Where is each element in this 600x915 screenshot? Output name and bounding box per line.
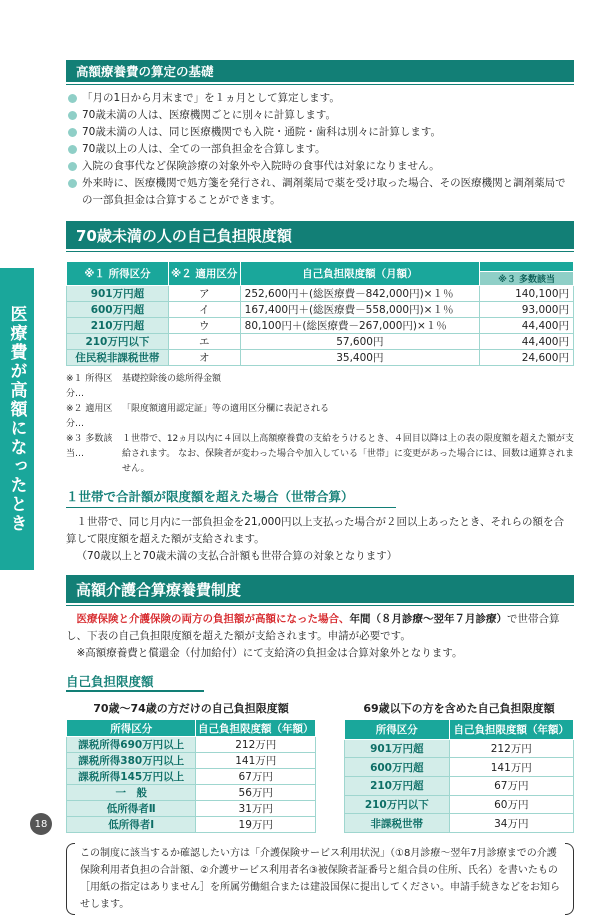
limit-cell: 141万円 — [196, 753, 316, 769]
limit-cell: 167,400円＋(総医療費－558,000円)×１％ — [240, 302, 479, 318]
limit-cell: 212万円 — [196, 737, 316, 753]
table-row — [67, 737, 316, 753]
income-cell: 課税所得690万円以上 — [67, 737, 196, 753]
multi-cell: 44,400円 — [480, 318, 574, 334]
page-number: 18 — [30, 813, 52, 835]
table-row — [67, 350, 574, 366]
basis-bullet-list — [66, 90, 574, 209]
under70-limit-table — [66, 261, 574, 366]
income-cell: 一 般 — [67, 785, 196, 801]
care-highlight-red: 医療保険と介護保険の両方の負担額が高額になった場合、 — [76, 613, 350, 625]
limit-cell: 56万円 — [196, 785, 316, 801]
care-highlight-period: 年間（８月診療～翌年７月診療） — [349, 613, 507, 625]
table-row — [67, 302, 574, 318]
section-title-household: １世帯で合計額が限度額を超えた場合（世帯合算） — [66, 487, 396, 508]
section-title-calc-basis: 高額療養費の算定の基礎 — [66, 60, 574, 82]
income-cell: 210万円超 — [345, 777, 450, 796]
limit-cell: 34万円 — [449, 814, 573, 833]
limit-cell: 252,600円＋(総医療費－842,000円)×１％ — [240, 286, 479, 302]
bullet-item: 70歳未満の人は、医療機関ごとに別々に計算します。 — [82, 107, 574, 124]
limit-cell: 67万円 — [196, 769, 316, 785]
limit-cell: 57,600円 — [240, 334, 479, 350]
limit-cell: 141万円 — [449, 758, 573, 777]
limit-cell: 67万円 — [449, 777, 573, 796]
table-row — [67, 785, 316, 801]
category-cell: オ — [168, 350, 240, 366]
side-tab-label: 医療費が高額になったとき — [6, 305, 27, 533]
household-text: １世帯で、同じ月内に一部負担金を21,000円以上支払った場合が２回以上あったとき、それらの額を合算して限度額を超えた額が支給されます。 — [66, 516, 565, 545]
multi-cell: 44,400円 — [480, 334, 574, 350]
limit-cell: 60万円 — [449, 795, 573, 814]
note-text: 「限度額適用認定証」等の適用区分欄に表記される — [122, 404, 330, 414]
bullet-item: 70歳未満の人は、同じ医療機関でも入院・通院・歯科は別々に計算します。 — [82, 124, 574, 141]
table-row — [67, 286, 574, 302]
bullet-item: 「月の1日から月末まで」を１ヵ月として算定します。 — [82, 90, 574, 107]
table-row — [345, 777, 574, 796]
limit-cell: 19万円 — [196, 817, 316, 833]
col-limit-header: 自己負担限度額（年額） — [449, 720, 573, 740]
col-limit-header: 自己負担限度額（月額） — [240, 262, 479, 286]
income-cell: 非課税世帯 — [345, 814, 450, 833]
income-cell: 210万円以下 — [67, 334, 169, 350]
category-cell: イ — [168, 302, 240, 318]
care-note: ※高額療養費と償還金（付加給付）にて支給済の負担金は合算対象外となります。 — [76, 647, 463, 659]
care-combined-text — [66, 611, 574, 645]
side-tab — [0, 268, 34, 570]
table-row — [67, 801, 316, 817]
table-row — [67, 318, 574, 334]
note-key: ※３ 多数該当… — [66, 434, 113, 459]
bullet-item: 70歳以上の人は、全ての一部負担金を合算します。 — [82, 141, 574, 158]
table-row — [67, 753, 316, 769]
self-limit-subtitle: 自己負担限度額 — [66, 672, 204, 692]
col-multi-header-blank — [480, 262, 574, 272]
income-cell: 課税所得380万円以上 — [67, 753, 196, 769]
col-income-header: 所得区分 — [67, 720, 196, 737]
table-row — [345, 758, 574, 777]
note-text: １世帯で、12ヵ月以内に４回以上高額療養費の支給をうけるとき、４回目以降は上の表の限度額を超えた額が支給されます。 なお、保険者が変わった場合や加入している「世帯」に変更があった場合には、回数は通算されません。 — [122, 434, 574, 474]
limit-cell: 31万円 — [196, 801, 316, 817]
multi-cell: 24,600円 — [480, 350, 574, 366]
col-multi-header: ※３ 多数該当 — [480, 272, 574, 286]
income-cell: 210万円超 — [67, 318, 169, 334]
table-70-74 — [66, 700, 316, 833]
category-cell: ウ — [168, 318, 240, 334]
bullet-item: 外来時に、医療機関で処方箋を発行され、調剤薬局で薬を受け取った場合、その医療機関と調剤薬局での一部負担金は合算することができます。 — [82, 175, 574, 209]
table-row — [345, 739, 574, 758]
limit-cell: 212万円 — [449, 739, 573, 758]
note-key: ※２ 適用区分… — [66, 404, 113, 429]
application-info-text: この制度に該当するか確認したい方は「介護保険サービス利用状況」（①8月診療～翌年7月診療までの介護保険利用者負担の合計額、②介護サービス利用者名③被保険者証番号と組合員の住所、氏名）を書いたもの［用紙の指定はありません］を所属労働組合または建設国保に提出してください。申請手続きなどをお知らせします。 — [80, 848, 560, 910]
income-cell: 住民税非課税世帯 — [67, 350, 169, 366]
multi-cell: 93,000円 — [480, 302, 574, 318]
section-title-care-combined: 高額介護合算療養費制度 — [66, 575, 574, 603]
limit-cell: 35,400円 — [240, 350, 479, 366]
multi-cell: 140,100円 — [480, 286, 574, 302]
table-caption: 70歳～74歳の方だけの自己負担限度額 — [93, 702, 289, 715]
limit-cell: 80,100円＋(総医療費－267,000円)×１％ — [240, 318, 479, 334]
household-note: （70歳以上と70歳未満の支払合計額も世帯合算の対象となります） — [76, 550, 398, 562]
income-cell: 低所得者Ⅱ — [67, 801, 196, 817]
note-key: ※１ 所得区分… — [66, 374, 113, 399]
table-row — [345, 795, 574, 814]
income-cell: 210万円以下 — [345, 795, 450, 814]
income-cell: 901万円超 — [67, 286, 169, 302]
application-info-box — [66, 843, 574, 915]
income-cell: 課税所得145万円以上 — [67, 769, 196, 785]
col-income-header: 所得区分 — [345, 720, 450, 740]
col-category-header: ※２ 適用区分 — [168, 262, 240, 286]
table-caption: 69歳以下の方を含めた自己負担限度額 — [363, 702, 555, 715]
table-row — [67, 769, 316, 785]
income-cell: 600万円超 — [345, 758, 450, 777]
table-row — [67, 334, 574, 350]
col-limit-header: 自己負担限度額（年額） — [196, 720, 316, 737]
table-row — [345, 814, 574, 833]
income-cell: 600万円超 — [67, 302, 169, 318]
table-under69 — [344, 700, 574, 833]
category-cell: エ — [168, 334, 240, 350]
income-cell: 低所得者Ⅰ — [67, 817, 196, 833]
income-cell: 901万円超 — [345, 739, 450, 758]
section-title-under70: 70歳未満の人の自己負担限度額 — [66, 221, 574, 249]
category-cell: ア — [168, 286, 240, 302]
bullet-item: 入院の食事代など保険診療の対象外や入院時の食事代は対象になりません。 — [82, 158, 574, 175]
main-content — [66, 60, 574, 915]
table-row — [67, 817, 316, 833]
col-income-header: ※１ 所得区分 — [67, 262, 169, 286]
care-text-rest: で世帯合算し、下表の自己負担限度額を超えた額が支給されます。申請が必要です。 — [66, 613, 560, 642]
care-limit-tables — [66, 700, 574, 833]
table-notes — [66, 372, 574, 477]
note-text: 基礎控除後の総所得金額 — [122, 374, 222, 384]
